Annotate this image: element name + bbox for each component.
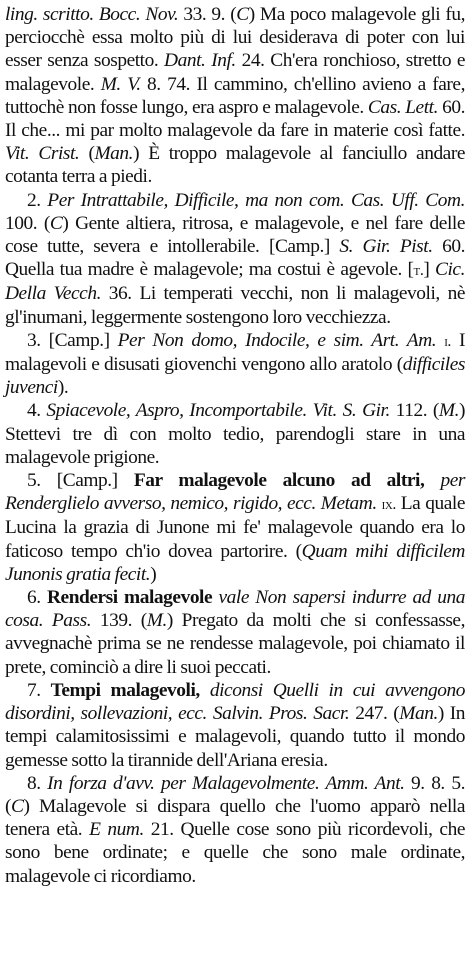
text-segment: t. <box>413 262 424 280</box>
text-segment: C <box>236 4 249 25</box>
text-segment: ] <box>423 259 436 281</box>
text-segment: ) Malagevole si dispara quello che l'uomo apparò nella tenera età. <box>5 795 465 841</box>
text-segment: 6. <box>27 587 47 609</box>
text-segment: per Renderglielo avverso, nemico, rigido, ecc. Metam. <box>5 470 465 515</box>
text-segment: In forza d'avv. per Malagevolmente. Amm. Ant. <box>47 772 405 794</box>
text-segment <box>424 470 440 491</box>
text-segment: S. Gir. Pist. <box>339 236 433 258</box>
text-segment: 8. 74. Il cammino, ch'ellino avieno a fare, tuttochè non fosse lungo, era aspro e malagevole. <box>5 73 465 118</box>
text-segment: 24. Ch'era ronchioso, stretto e malagevole. <box>5 50 466 95</box>
text-segment: La quale Lucina la grazia di Junone mi fe' malagevole quando era lo faticoso tempo ch'io dovea partorire. ( <box>5 493 465 562</box>
text-segment: ) Gente altiera, ritrosa, e malagevole, e nel fare delle cose tutte, severa e intollerabile. [Camp.] <box>5 212 465 258</box>
text-segment: 3. [Camp.] <box>27 329 118 351</box>
text-segment: M. <box>146 610 167 632</box>
text-segment: difficiles juvenci <box>5 354 465 399</box>
text-segment: Per Non domo, Indocile, e sim. Art. Am. <box>117 329 437 351</box>
text-segment: ) È troppo malagevole al fanciullo andare cotanta terra a piedi. <box>5 143 466 188</box>
text-segment: 21. Quelle cose sono più ricordevoli, che sono bene ordinate; e quelle che sono male ordinate, malagevole ci ricordiamo. <box>5 819 465 887</box>
text-segment: Man. <box>399 703 438 725</box>
text-segment: Tempi malagevoli, <box>50 679 200 701</box>
sense-6-rendersi-malagevole <box>5 586 465 679</box>
text-segment: ( <box>79 143 95 165</box>
text-segment: Dant. Inf. <box>164 50 236 72</box>
text-segment: Per Intrattabile, Difficile, ma non com. Cas. Uff. Com. <box>47 189 465 211</box>
text-segment: ) Ma poco malagevole gli fu, perciocchè essa molto più di lui desiderava di poter con lui esser senza sospetto. <box>5 4 465 72</box>
text-segment: 60. Il che... mi par molto malagevole da fare in materie così fatte. <box>5 96 465 142</box>
text-segment: ix. <box>381 496 396 514</box>
text-segment: Man. <box>94 143 134 165</box>
text-segment: Far malagevole alcuno ad altri, <box>133 470 425 492</box>
sense-8-in-forza-avverbio <box>5 772 465 888</box>
text-segment: 2. <box>27 189 48 211</box>
text-segment: Spiacevole, Aspro, Incomportabile. Vit. S. Gir. <box>46 400 390 422</box>
entry-continuation <box>5 3 465 189</box>
text-segment: Vit. Crist. <box>5 143 80 165</box>
text-segment: 60. Quella tua madre è malagevole; ma costui è agevole. [ <box>5 236 465 281</box>
text-segment: C <box>11 795 24 817</box>
text-segment <box>200 680 210 701</box>
text-segment: 9. 8. 5. ( <box>5 772 465 817</box>
text-segment: Rendersi malagevole <box>46 587 213 609</box>
text-segment: C <box>49 212 63 234</box>
text-segment: ) Pregato da molti che si confessasse, avvegnachè prima se ne rendesse malagevole, poi chiamato il prete, cominciò a dire li suoi peccati. <box>5 610 465 678</box>
text-segment: I malagevoli e disusati giovenchi vengono allo aratolo ( <box>5 329 465 376</box>
text-segment: E num. <box>89 819 144 841</box>
text-segment: ) In tempi calamitosissimi e malagevoli, quando tutto il mondo gemesse sotto la tirannide dell'Ariana eresia. <box>5 703 465 771</box>
text-segment: M. V. <box>100 73 141 95</box>
text-segment: 247. ( <box>349 703 400 725</box>
text-segment: Quam mihi difficilem Junonis gratia fecit. <box>5 540 465 585</box>
sense-3-non-domo <box>5 329 465 400</box>
text-segment: ) <box>150 563 157 585</box>
text-segment: Cic. Della Vecch. <box>5 259 465 305</box>
sense-7-tempi-malagevoli <box>5 679 465 772</box>
text-segment: Cas. Lett. <box>367 96 438 118</box>
text-segment: 36. Li temperati vecchi, non li malagevoli, nè gl'inumani, leggermente sostengono loro vecchiezza. <box>5 283 465 328</box>
text-segment: 33. 9. ( <box>178 4 237 25</box>
text-segment: 4. <box>27 400 47 422</box>
text-segment: ) Stettevi tre dì con molto tedio, parendogli stare in una malagevole prigione. <box>5 400 465 468</box>
text-segment: ). <box>57 377 69 399</box>
text-segment: 139. ( <box>91 610 147 632</box>
text-segment: 112. ( <box>389 400 439 422</box>
sense-4-spiacevole <box>5 399 465 469</box>
text-segment: 8. <box>27 772 48 794</box>
text-segment: i. <box>444 332 451 350</box>
text-segment: 100. ( <box>5 212 50 234</box>
text-segment <box>436 330 444 351</box>
text-segment: 7. <box>27 679 51 701</box>
text-segment: vale Non sapersi indurre ad una cosa. Pass. <box>5 587 465 632</box>
text-segment: ling. scritto. Bocc. Nov. <box>5 4 179 25</box>
text-segment: M. <box>438 400 459 422</box>
text-segment: 5. [Camp.] <box>27 470 134 492</box>
sense-2-intrattabile <box>5 189 465 329</box>
text-segment: diconsi Quelli in cui avvengono disordini, sollevazioni, ecc. Salvin. Pros. Sacr. <box>5 679 466 725</box>
sense-5-far-malagevole <box>5 469 465 586</box>
